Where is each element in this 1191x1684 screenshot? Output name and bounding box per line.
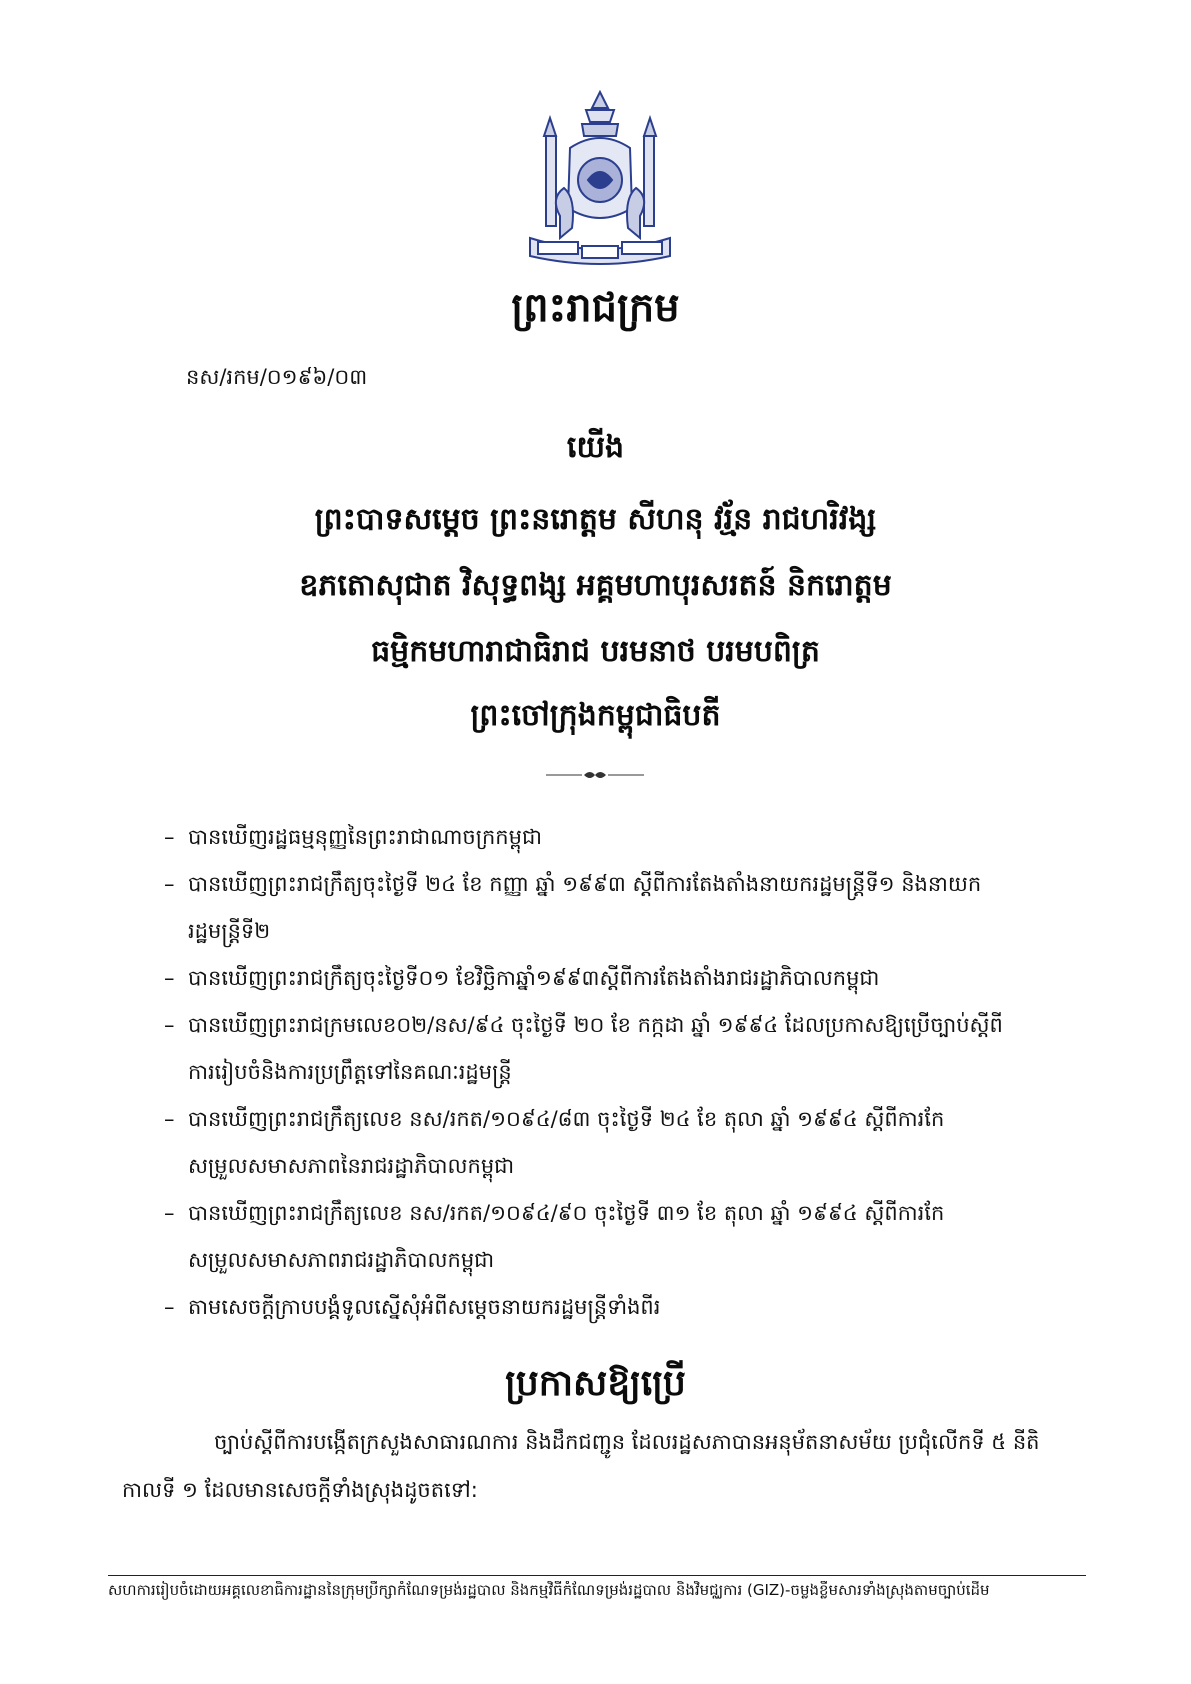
king-title-line-1: ព្រះបាទសម្ដេច ព្រះនរោត្ដម សីហនុ វរ្ម័ន រាជហរិវង្ស [314, 502, 877, 537]
clause-list [150, 814, 1050, 1331]
clause-item: – បានឃើញព្រះរាជក្រឹត្យចុះថ្ងៃទី ២៤ ខែ កញ្ញា ឆ្នាំ ១៩៩៣ ស្ដីពីការតែងតាំងនាយករដ្ឋមន្ដ្រីទី១ និងនាយក រដ្ឋមន្ដ្រីទី២ [150, 861, 1050, 955]
document-title: ព្រះរាជក្រម [511, 285, 680, 331]
clause-item: – បានឃើញរដ្ឋធម្មនុញ្ញនៃព្រះរាជាណាចក្រកម្ពុជា [164, 825, 542, 849]
reference-number: នស/រកម/០១៩៦/០៣ [186, 365, 368, 389]
clause-item: – បានឃើញព្រះរាជក្រឹត្យចុះថ្ងៃទី០១ ខែវិច្ឆិកាឆ្នាំ១៩៩៣ស្ដីពីការតែងតាំងរាជរដ្ឋាភិបាលកម្ពុជា [164, 966, 880, 990]
footer-divider [108, 1575, 1086, 1576]
clause-item: – បានឃើញព្រះរាជក្រឹត្យលេខ នស/រកត/១០៩៤/៩០ ចុះថ្ងៃទី ៣១ ខែ តុលា ឆ្នាំ ១៩៩៤ ស្ដីពីការកែ សម្រួលសមាសភាពរាជរដ្ឋាភិបាលកម្ពុជា [150, 1190, 1050, 1284]
proclamation-body: ច្បាប់ស្ដីពីការបង្កើតក្រសួងសាធារណការ និងដឹកជញ្ជូន ដែលរដ្ឋសភាបានអនុម័តនាសម័យ ប្រជុំលើកទី ៥ នីតិកាលទី ១ ដែលមានសេចក្ដីទាំងស្រុងដូចតទៅ: [122, 1430, 1040, 1502]
royal-coat-of-arms-emblem [520, 88, 680, 273]
preamble-we: យើង [566, 430, 625, 465]
ornament-divider [546, 769, 644, 781]
clause-text: បានឃើញព្រះរាជក្រឹត្យចុះថ្ងៃទី ២៤ ខែ កញ្ញា ឆ្នាំ ១៩៩៣ ស្ដីពីការតែងតាំងនាយករដ្ឋមន្ដ្រីទី១ និងនាយក [188, 872, 982, 896]
proclamation-heading: ប្រកាសឱ្យប្រើ [505, 1363, 686, 1404]
clause-item: – បានឃើញព្រះរាជក្រឹត្យលេខ នស/រកត/១០៩៤/៨៣ ចុះថ្ងៃទី ២៤ ខែ តុលា ឆ្នាំ ១៩៩៤ ស្ដីពីការកែ សម្រួលសមាសភាពនៃរាជរដ្ឋាភិបាលកម្ពុជា [150, 1096, 1050, 1190]
clause-continuation: ការរៀបចំនិងការប្រព្រឹត្ដទៅនៃគណៈរដ្ឋមន្ដ្រី [188, 1060, 512, 1084]
clause-item: – បានឃើញព្រះរាជក្រមលេខ០២/នស/៩៤ ចុះថ្ងៃទី ២០ ខែ កក្កដា ឆ្នាំ ១៩៩៤ ដែលប្រកាសឱ្យប្រើច្បាប់ស្ដីពី ការរៀបចំនិងការប្រព្រឹត្ដទៅនៃគណៈរដ្ឋមន្ដ្រី [150, 1002, 1050, 1096]
clause-continuation: រដ្ឋមន្ដ្រីទី២ [188, 919, 271, 943]
clause-continuation: សម្រួលសមាសភាពនៃរាជរដ្ឋាភិបាលកម្ពុជា [188, 1154, 515, 1178]
clause-text: បានឃើញព្រះរាជក្រមលេខ០២/នស/៩៤ ចុះថ្ងៃទី ២០ ខែ កក្កដា ឆ្នាំ ១៩៩៤ ដែលប្រកាសឱ្យប្រើច្បាប់ស្ដីពី [188, 1013, 1003, 1037]
clause-continuation: សម្រួលសមាសភាពរាជរដ្ឋាភិបាលកម្ពុជា [188, 1248, 495, 1272]
clause-text: បានឃើញព្រះរាជក្រឹត្យលេខ នស/រកត/១០៩៤/៩០ ចុះថ្ងៃទី ៣១ ខែ តុលា ឆ្នាំ ១៩៩៤ ស្ដីពីការកែ [188, 1201, 945, 1225]
clause-text: បានឃើញព្រះរាជក្រឹត្យចុះថ្ងៃទី០១ ខែវិច្ឆិកាឆ្នាំ១៩៩៣ស្ដីពីការតែងតាំងរាជរដ្ឋាភិបាលកម្ពុជា [188, 966, 880, 990]
king-title-line-3: ធម្មិកមហារាជាធិរាជ បរមនាថ បរមបពិត្រ [371, 634, 820, 669]
clause-text: បានឃើញព្រះរាជក្រឹត្យលេខ នស/រកត/១០៩៤/៨៣ ចុះថ្ងៃទី ២៤ ខែ តុលា ឆ្នាំ ១៩៩៤ ស្ដីពីការកែ [188, 1107, 945, 1131]
king-title-line-2: ឧភតោសុជាត វិសុទ្ធពង្ស អគ្គមហាបុរសរតន៍ និករោត្ដម [299, 568, 892, 603]
king-title-line-4: ព្រះចៅក្រុងកម្ពុជាធិបតី [470, 698, 721, 733]
footer-note: សហការរៀបចំដោយអគ្គលេខាធិការដ្ឋាននៃក្រុមប្រឹក្សាកំណែទម្រង់រដ្ឋបាល និងកម្មវិធីកំណែទម្រង់រដ្ឋបាល និងវិមជ្ឈការ (GIZ)-ចម្លងខ្លឹមសារទាំងស្រុងតាមច្បាប់ដើម [108, 1581, 990, 1599]
clause-text: តាមសេចក្ដីក្រាបបង្គំទូលស្នើសុំអំពីសម្ដេចនាយករដ្ឋមន្ដ្រីទាំងពីរ [188, 1295, 661, 1319]
clause-text: បានឃើញរដ្ឋធម្មនុញ្ញនៃព្រះរាជាណាចក្រកម្ពុជា [188, 825, 542, 849]
clause-item: – តាមសេចក្ដីក្រាបបង្គំទូលស្នើសុំអំពីសម្ដេចនាយករដ្ឋមន្ដ្រីទាំងពីរ [164, 1295, 661, 1319]
